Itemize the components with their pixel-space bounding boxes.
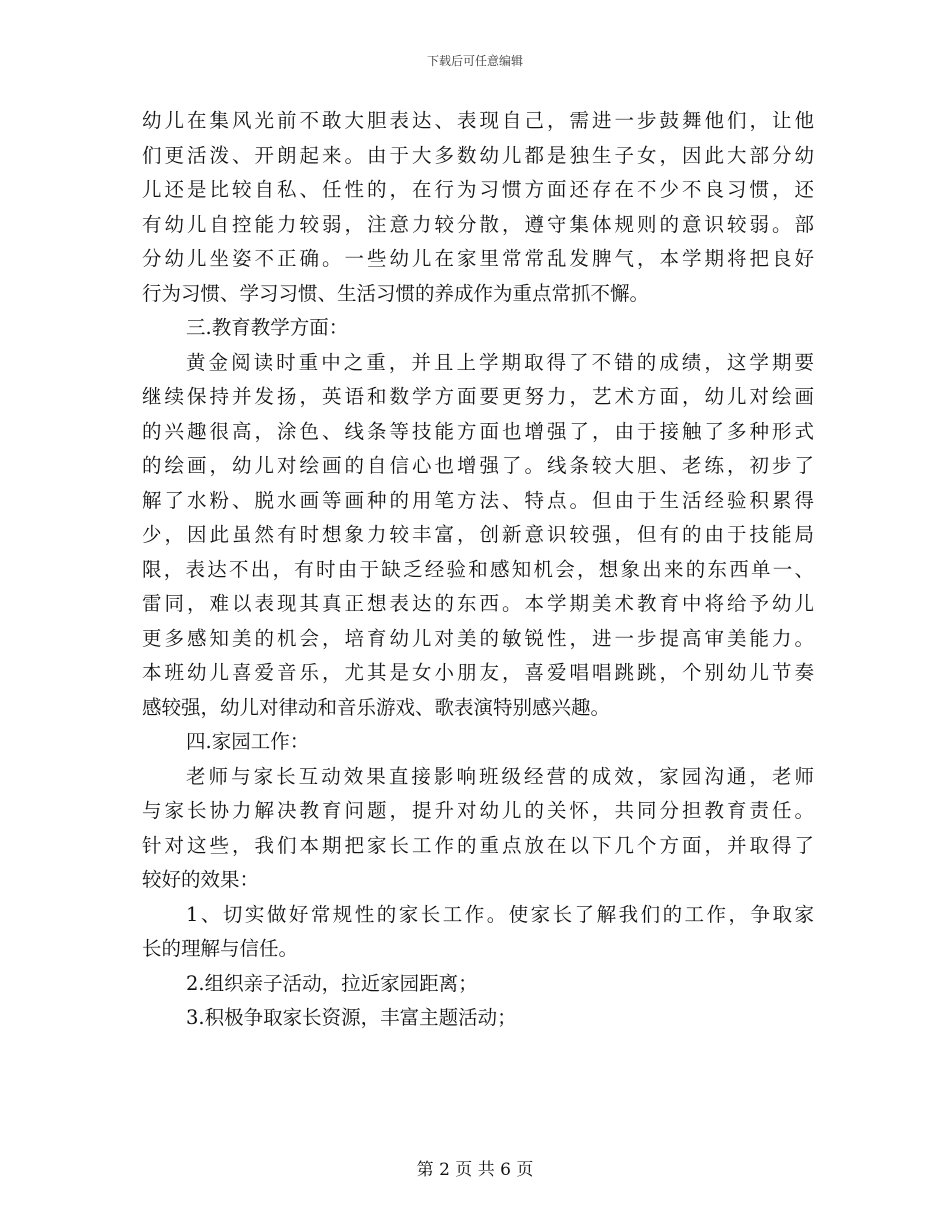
paragraph — [142, 311, 814, 346]
text-line: 少，因此虽然有时想象力较丰富，创新意识较强，但有的由于技能局 — [142, 523, 814, 546]
text-line: 更多感知美的机会，培育幼儿对美的敏锐性，进一步提高审美能力。 — [142, 626, 814, 650]
text-line: 幼儿在集风光前不敢大胆表达、表现自己，需进一步鼓舞他们，让他 — [142, 109, 814, 132]
text-line: 们更活泼、开朗起来。由于大多数幼儿都是独生子女，因此大部分幼 — [142, 143, 814, 167]
text-line: 长的理解与信任。 — [142, 937, 299, 960]
document-body — [142, 104, 814, 1036]
text-line: 与家长协力解决教育问题，提升对幼儿的关怀，共同分担教育责任。 — [142, 799, 814, 822]
paragraph — [142, 725, 814, 760]
text-line: 较好的效果： — [142, 868, 260, 891]
text-line: 的绘画，幼儿对绘画的自信心也增强了。线条较大胆、老练，初步了 — [142, 454, 814, 477]
paragraph — [142, 898, 814, 967]
text-line: 解了水粉、脱水画等画种的用笔方法、特点。但由于生活经验积累得 — [142, 488, 814, 512]
paragraph — [142, 1001, 814, 1036]
page-footer: 第 2 页 共 6 页 — [416, 1160, 534, 1180]
text-line: 继续保持并发扬，英语和数学方面要更努力，艺术方面，幼儿对绘画 — [142, 385, 814, 408]
paragraph — [142, 104, 814, 311]
text-line: 老师与家长互动效果直接影响班级经营的成效，家园沟通，老师 — [186, 764, 814, 788]
page-header: 下载后可任意编辑 — [426, 54, 523, 68]
text-line: 的兴趣很高，涂色、线条等技能方面也增强了，由于接触了多种形式 — [142, 419, 814, 443]
paragraph — [142, 346, 814, 726]
text-line: 3.积极争取家长资源，丰富主题活动； — [186, 1006, 517, 1029]
text-line: 雷同，难以表现其真正想表达的东西。本学期美术教育中将给予幼儿 — [142, 592, 814, 615]
text-line: 分幼儿坐姿不正确。一些幼儿在家里常常乱发脾气，本学期将把良好 — [142, 247, 814, 270]
text-line: 1、切实做好常规性的家长工作。使家长了解我们的工作，争取家 — [186, 902, 814, 926]
text-line: 三.教育教学方面： — [186, 316, 349, 339]
text-line: 本班幼儿喜爱音乐，尤其是女小朋友，喜爱唱唱跳跳，个别幼儿节奏 — [142, 661, 814, 684]
text-line: 针对这些，我们本期把家长工作的重点放在以下几个方面，并取得了 — [142, 833, 814, 857]
text-line: 行为习惯、学习习惯、生活习惯的养成作为重点常抓不懈。 — [142, 281, 650, 305]
text-line: 儿还是比较自私、任性的，在行为习惯方面还存在不少不良习惯，还 — [142, 178, 814, 201]
text-line: 四.家园工作： — [186, 730, 310, 753]
paragraph — [142, 760, 814, 898]
text-line: 黄金阅读时重中之重，并且上学期取得了不错的成绩，这学期要 — [186, 350, 814, 374]
text-line: 有幼儿自控能力较弱，注意力较分散，遵守集体规则的意识较弱。部 — [142, 212, 814, 236]
text-line: 感较强，幼儿对律动和音乐游戏、歌表演特别感兴趣。 — [142, 695, 611, 719]
text-line: 2.组织亲子活动，拉近家园距离； — [186, 971, 478, 995]
text-line: 限，表达不出，有时由于缺乏经验和感知机会，想象出来的东西单一、 — [142, 557, 814, 581]
paragraph — [142, 967, 814, 1002]
